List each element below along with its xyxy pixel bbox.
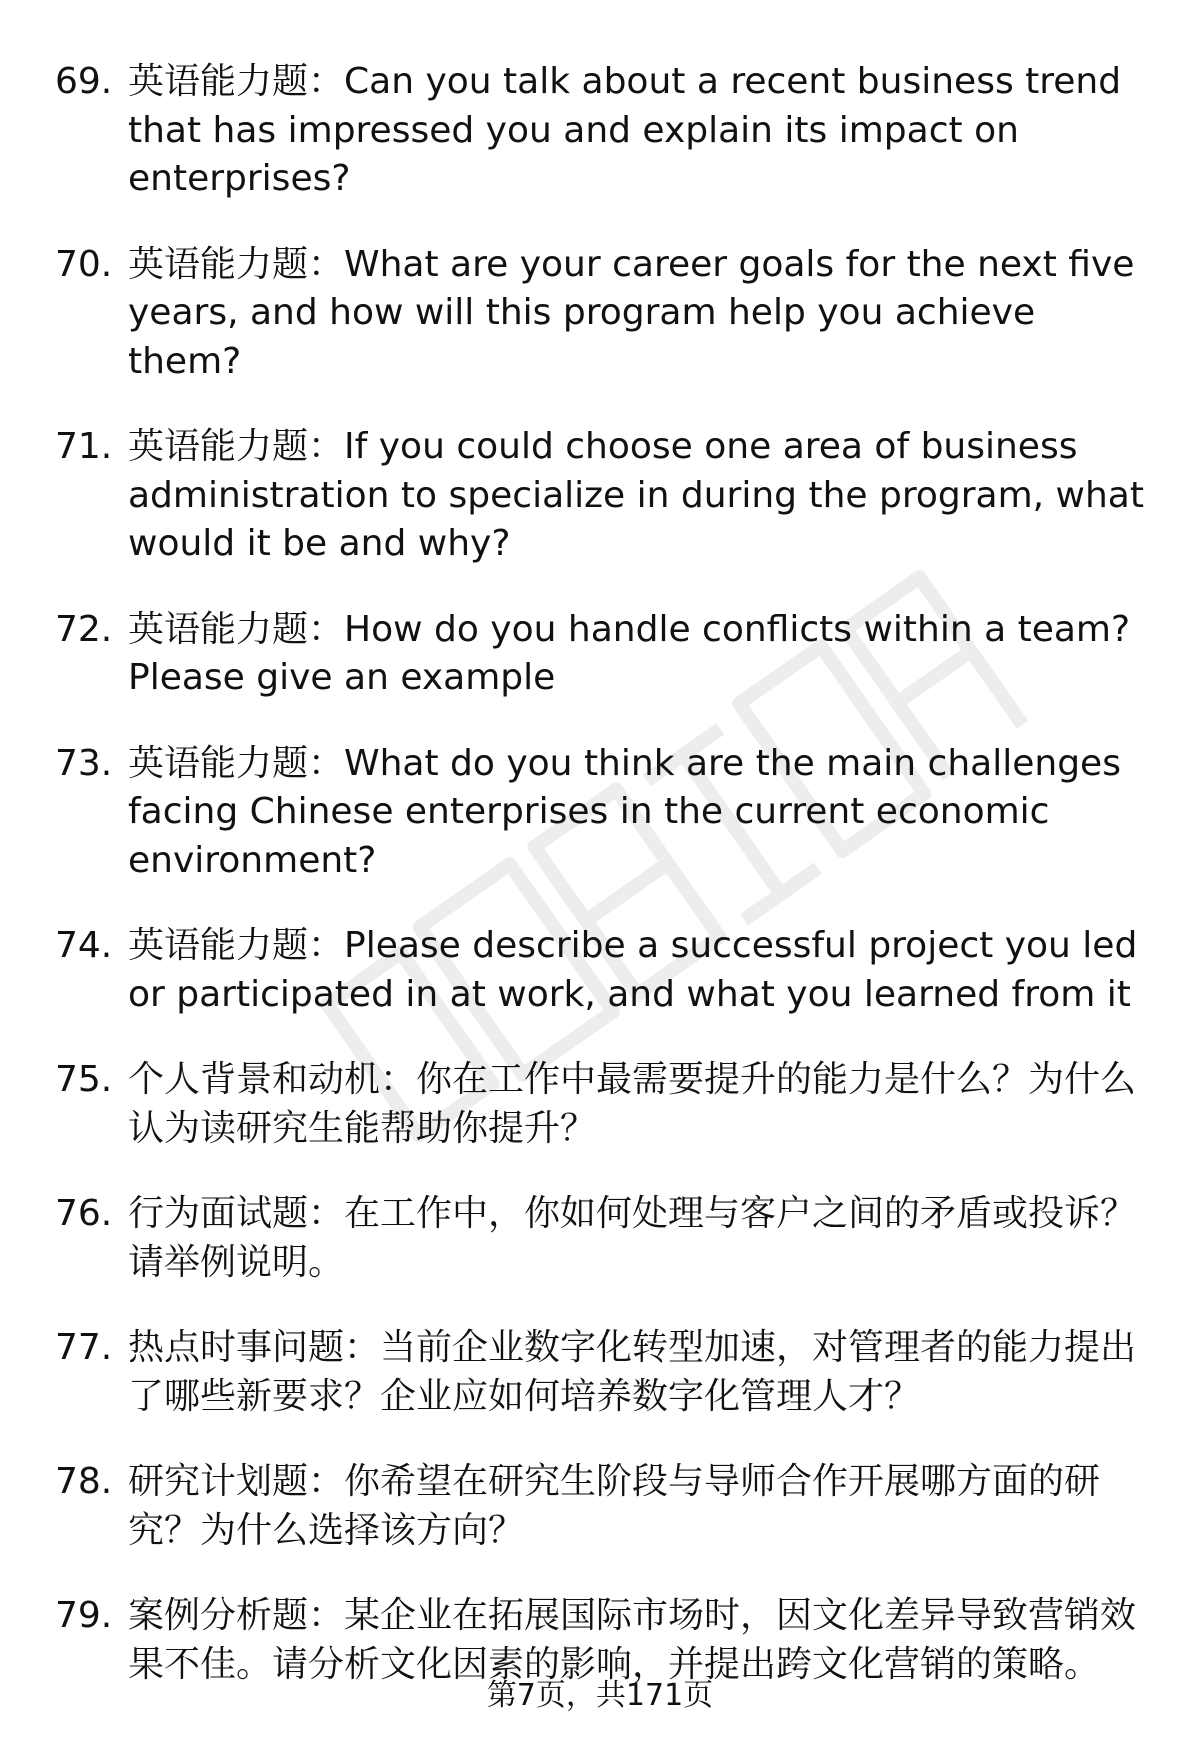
question-text: 行为面试题：在工作中，你如何处理与客户之间的矛盾或投诉？请举例说明。 (128, 1193, 1137, 1283)
question-text: 英语能力题：Please describe a successful project you led or participated in at work, and what you learned from it (128, 925, 1138, 1015)
list-item (55, 740, 1155, 886)
list-item (55, 1056, 1155, 1153)
question-text: 个人背景和动机：你在工作中最需要提升的能力是什么？为什么认为读研究生能帮助你提升？ (128, 1059, 1137, 1149)
list-item (55, 922, 1155, 1019)
question-text: 英语能力题：Can you talk about a recent business trend that has impressed you and explain its impact on enterprises? (128, 61, 1122, 199)
list-item (55, 58, 1155, 204)
list-item (55, 241, 1155, 387)
question-text: 英语能力题：How do you handle conflicts within a team? Please give an example (128, 608, 1131, 698)
question-number: 69. (55, 61, 113, 102)
list-item (55, 1190, 1155, 1287)
list-item (55, 1458, 1155, 1555)
question-number: 74. (55, 925, 113, 966)
question-number: 73. (55, 742, 113, 784)
list-item (55, 606, 1155, 703)
question-number: 75. (55, 1059, 113, 1100)
list-item (55, 423, 1155, 569)
list-item (55, 1592, 1155, 1689)
question-number: 78. (55, 1461, 113, 1502)
question-text: 英语能力题：If you could choose one area of business administration to specialize in during the program, what would it be and why? (128, 426, 1144, 564)
question-text: 案例分析题：某企业在拓展国际市场时，因文化差异导致营销效果不佳。请分析文化因素的影响，并提出跨文化营销的策略。 (128, 1595, 1137, 1685)
list-item (55, 1324, 1155, 1421)
question-number: 76. (55, 1193, 113, 1234)
question-number: 70. (55, 243, 113, 285)
question-list (55, 58, 1155, 1726)
question-text: 英语能力题：What do you think are the main challenges facing Chinese enterprises in the current economic environment? (128, 742, 1121, 881)
question-number: 79. (55, 1595, 113, 1636)
question-text: 研究计划题：你希望在研究生阶段与导师合作开展哪方面的研究？为什么选择该方向？ (128, 1461, 1101, 1551)
question-number: 77. (55, 1327, 113, 1368)
question-text: 英语能力题：What are your career goals for the next five years, and how will this program help you achieve them? (128, 243, 1135, 382)
question-text: 热点时事问题：当前企业数字化转型加速，对管理者的能力提出了哪些新要求？企业应如何培养数字化管理人才？ (128, 1327, 1137, 1417)
question-number: 72. (55, 608, 113, 650)
page-footer: 第7页，共171页 (486, 1678, 714, 1713)
question-number: 71. (55, 426, 113, 467)
